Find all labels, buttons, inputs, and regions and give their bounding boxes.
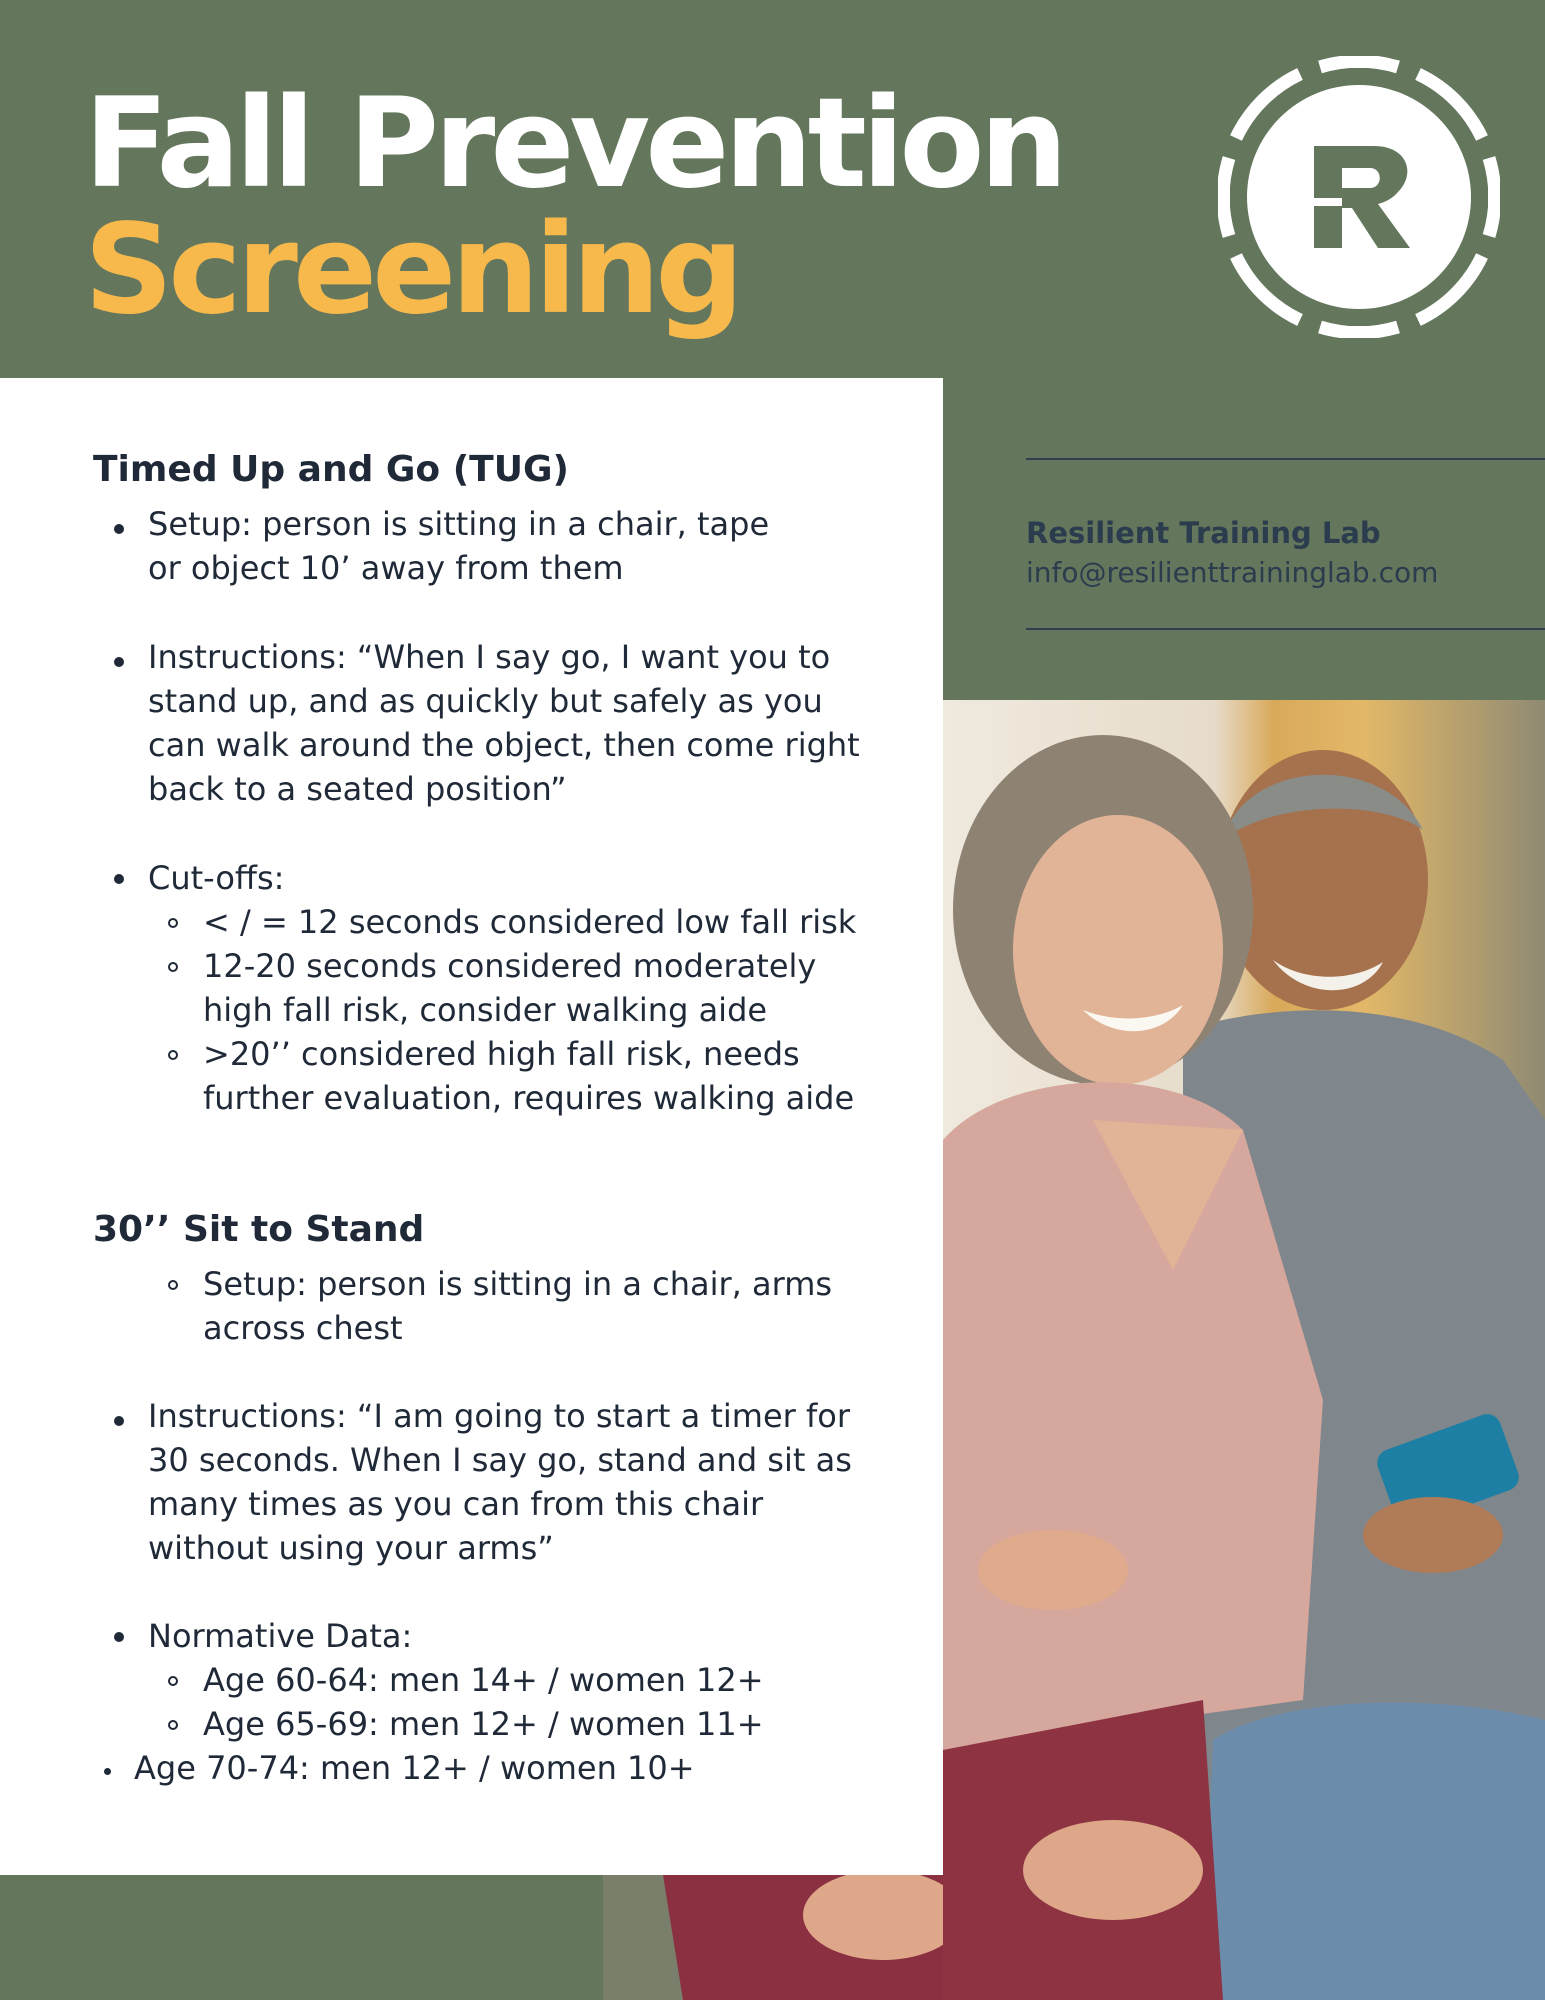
tug-setup: Setup: person is sitting in a chair, tape or object 10’ away from them [148, 505, 770, 587]
sts-setup: Setup: person is sitting in a chair, arms across chest [203, 1265, 833, 1347]
content-card [0, 378, 943, 1875]
tug-cutoff-moderate: 12-20 seconds considered moderately high fall risk, consider walking aide [203, 947, 817, 1029]
tug-instructions: Instructions: “When I say go, I want you to stand up, and as quickly but safely as you can walk around the object, then come right back to a seated position” [148, 638, 860, 808]
resilient-r-logo-icon [1218, 56, 1500, 338]
sts-normative-label: Normative Data: [148, 1617, 413, 1655]
photo-bottom-strip [603, 1875, 943, 2000]
divider-bottom [1026, 628, 1545, 630]
sts-norm-60-64: Age 60-64: men 14+ / women 12+ [203, 1661, 764, 1699]
divider-top [1026, 458, 1545, 460]
tug-cutoff-low: < / = 12 seconds considered low fall risk [203, 903, 857, 941]
organization-name: Resilient Training Lab [1026, 516, 1381, 550]
title-line-1: Fall Prevention [84, 72, 1063, 216]
title-line-2: Screening [84, 198, 739, 342]
sub-bullet-circle [168, 1676, 178, 1686]
sts-heading: 30’’ Sit to Stand [93, 1209, 425, 1250]
bullet-dot [114, 1416, 124, 1426]
bullet-dot [114, 524, 124, 534]
sub-bullet-circle [168, 1280, 178, 1290]
sts-norm-65-69: Age 65-69: men 12+ / women 11+ [203, 1705, 764, 1743]
sub-bullet-circle [168, 1050, 178, 1060]
sub-bullet-circle [168, 918, 178, 928]
bullet-dot-small [104, 1768, 111, 1775]
seniors-laughing-photo [943, 700, 1545, 2000]
contact-email[interactable]: info@resilienttraininglab.com [1026, 556, 1439, 589]
tug-cutoffs-label: Cut-offs: [148, 859, 285, 897]
contact-block [1026, 458, 1545, 630]
sts-norm-70-74: Age 70-74: men 12+ / women 10+ [134, 1749, 695, 1787]
tug-heading: Timed Up and Go (TUG) [93, 449, 569, 490]
sub-bullet-circle [168, 962, 178, 972]
sub-bullet-circle [168, 1720, 178, 1730]
tug-cutoff-high: >20’’ considered high fall risk, needs further evaluation, requires walking aide [203, 1035, 855, 1117]
bullet-dot [114, 657, 124, 667]
sts-instructions: Instructions: “I am going to start a timer for 30 seconds. When I say go, stand and sit as many times as you can from this chair without using your arms” [148, 1397, 852, 1567]
bullet-dot [114, 874, 124, 884]
bullet-dot [114, 1632, 124, 1642]
